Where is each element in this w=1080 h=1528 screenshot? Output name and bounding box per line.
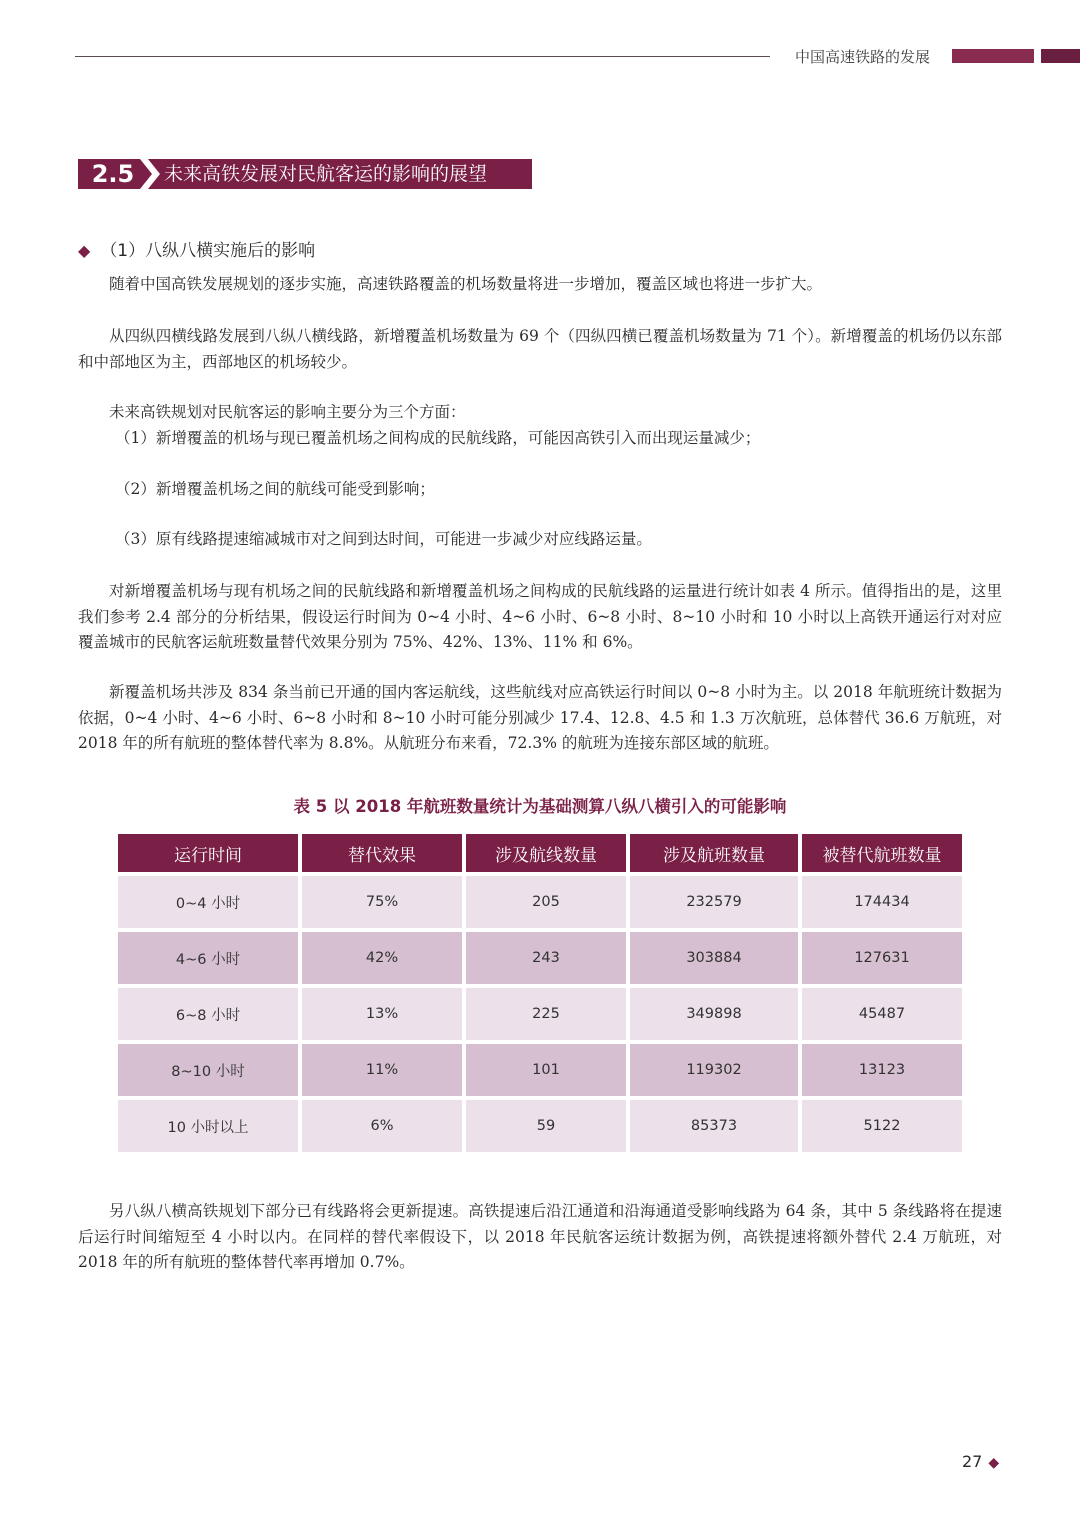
paragraph-1: 随着中国高铁发展规划的逐步实施，高速铁路覆盖的机场数量将进一步增加，覆盖区域也将进一步扩大。 — [109, 275, 823, 293]
table-cell: 174434 — [802, 876, 962, 928]
section-heading — [78, 159, 532, 189]
table-cell: 225 — [466, 988, 626, 1040]
paragraph-2: 从四纵四横线路发展到八纵八横线路，新增覆盖机场数量为 69 个（四纵四横已覆盖机场数量为 71 个）。新增覆盖的机场仍以东部和中部地区为主，西部地区的机场较少。 — [78, 327, 1002, 371]
header-accent-bar-dark — [1041, 49, 1080, 63]
table-row — [118, 876, 962, 928]
table-header-cell: 替代效果 — [302, 834, 462, 872]
table-row — [118, 1044, 962, 1096]
table-row — [118, 988, 962, 1040]
page-number — [962, 1452, 999, 1471]
table-cell: 6% — [302, 1100, 462, 1152]
section-divider-icon — [140, 159, 160, 189]
table-cell: 101 — [466, 1044, 626, 1096]
table-cell: 75% — [302, 876, 462, 928]
subheading — [78, 236, 315, 261]
list-item-2: （2）新增覆盖机场之间的航线可能受到影响； — [115, 480, 435, 498]
list-item-1: （1）新增覆盖的机场与现已覆盖机场之间构成的民航线路，可能因高铁引入而出现运量减少； — [115, 429, 761, 447]
table-cell: 0~4 小时 — [118, 876, 298, 928]
table-cell: 232579 — [630, 876, 798, 928]
table-cell: 205 — [466, 876, 626, 928]
table-cell: 303884 — [630, 932, 798, 984]
subheading-text: （1）八纵八横实施后的影响 — [100, 241, 316, 261]
paragraph-3: 未来高铁规划对民航客运的影响主要分为三个方面： — [109, 403, 466, 421]
table-cell: 243 — [466, 932, 626, 984]
running-header-title: 中国高速铁路的发展 — [795, 48, 931, 66]
table-cell: 13% — [302, 988, 462, 1040]
diamond-icon: ◆ — [78, 241, 91, 260]
section-title: 未来高铁发展对民航客运的影响的展望 — [164, 163, 488, 185]
section-number: 2.5 — [78, 159, 148, 189]
table-header-cell: 运行时间 — [118, 834, 298, 872]
paragraph-5: 新覆盖机场共涉及 834 条当前已开通的国内客运航线，这些航线对应高铁运行时间以 0~8 小时为主。以 2018 年航班统计数据为依据，0~4 小时、4~6 小时、6~8 小时和 8~10 小时可能分别减少 17.4、12.8、4.5 和 1.3 万次航班，总体替代 36.6 万航班，对 2018 年的所有航班的整体替代率为 8.8%。从航班分布来看，72.3% 的航班为连接东部区域的航班。 — [78, 683, 1002, 752]
table-cell: 10 小时以上 — [118, 1100, 298, 1152]
table-cell: 59 — [466, 1100, 626, 1152]
page-number-text: 27 — [962, 1452, 983, 1471]
paragraph-4: 对新增覆盖机场与现有机场之间的民航线路和新增覆盖机场之间构成的民航线路的运量进行统计如表 4 所示。值得指出的是，这里我们参考 2.4 部分的分析结果，假设运行时间为 0~4 小时、4~6 小时、6~8 小时、8~10 小时和 10 小时以上高铁开通运行对对应覆盖城市的民航客运航班数量替代效果分别为 75%、42%、13%、11% 和 6%。 — [78, 582, 1002, 651]
table-row — [118, 1100, 962, 1152]
table-header-cell: 涉及航班数量 — [630, 834, 798, 872]
table-cell: 45487 — [802, 988, 962, 1040]
table-cell: 13123 — [802, 1044, 962, 1096]
table-cell: 11% — [302, 1044, 462, 1096]
table-cell: 5122 — [802, 1100, 962, 1152]
header-accent-bar — [952, 49, 1034, 63]
diamond-icon: ◆ — [988, 1455, 1000, 1471]
data-table — [114, 830, 966, 1156]
paragraph-6: 另八纵八横高铁规划下部分已有线路将会更新提速。高铁提速后沿江通道和沿海通道受影响线路为 64 条，其中 5 条线路将在提速后运行时间缩短至 4 小时以内。在同样的替代率假设下，以 2018 年民航客运统计数据为例，高铁提速将额外替代 2.4 万航班，对 2018 年的所有航班的整体替代率再增加 0.7%。 — [78, 1202, 1002, 1271]
table-cell: 119302 — [630, 1044, 798, 1096]
table-caption: 表 5 以 2018 年航班数量统计为基础测算八纵八横引入的可能影响 — [293, 797, 787, 816]
table-header-cell: 被替代航班数量 — [802, 834, 962, 872]
table-cell: 8~10 小时 — [118, 1044, 298, 1096]
table-row — [118, 932, 962, 984]
header-rule — [75, 56, 770, 57]
table-header-cell: 涉及航线数量 — [466, 834, 626, 872]
list-item-3: （3）原有线路提速缩减城市对之间到达时间，可能进一步减少对应线路运量。 — [115, 530, 652, 548]
table-cell: 4~6 小时 — [118, 932, 298, 984]
table-cell: 85373 — [630, 1100, 798, 1152]
table-cell: 127631 — [802, 932, 962, 984]
table-cell: 349898 — [630, 988, 798, 1040]
table-cell: 42% — [302, 932, 462, 984]
table-header-row — [118, 834, 962, 872]
table-cell: 6~8 小时 — [118, 988, 298, 1040]
